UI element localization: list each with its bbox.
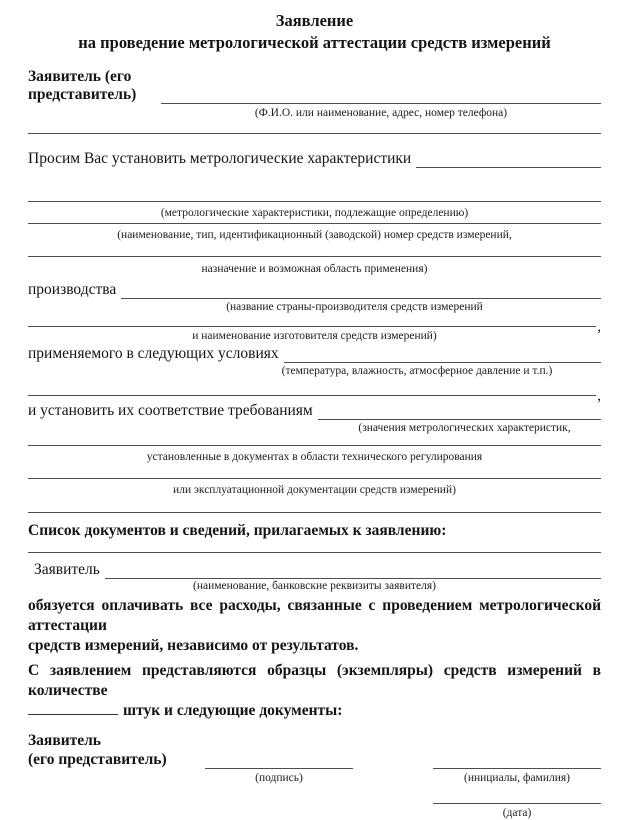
conditions-label: применяемого в следующих условиях	[28, 345, 279, 362]
characteristics-fill-line	[28, 201, 601, 202]
manufacturer-fill-row: ,	[28, 317, 601, 327]
applicant-label: Заявитель (его представитель)	[28, 68, 137, 103]
obligation-text-line1: обязуется оплачивать все расходы, связанные с проведением метрологической аттестации	[28, 597, 601, 634]
manufacturer-fill-line	[28, 326, 596, 327]
production-country-caption: (название страны-производителя средств измерений	[226, 301, 483, 313]
documents-fill-line	[28, 512, 601, 513]
obligation-text-line2: средств измерений, независимо от результатов.	[28, 637, 359, 654]
applicant-fill-line	[161, 103, 601, 104]
samples-text-after-blank: штук и следующие документы:	[123, 702, 343, 719]
date-caption: (дата)	[502, 807, 532, 819]
signature-fill-line	[205, 768, 353, 769]
request-fill-line	[416, 167, 601, 168]
document-subtitle: на проведение метрологической аттестации средств измерений	[78, 33, 551, 52]
conditions-caption: (температура, влажность, атмосферное давление и т.п.)	[281, 365, 553, 377]
signature-label	[28, 731, 205, 769]
production-row	[28, 280, 601, 299]
payer-fill-line	[105, 578, 601, 579]
conditions-row	[28, 344, 601, 363]
payer-label: Заявитель	[34, 561, 100, 578]
requirements-fill-line	[318, 419, 601, 420]
request-label: Просим Вас установить метрологические характеристики	[28, 150, 412, 167]
applicant-caption: (Ф.И.О. или наименование, адрес, номер телефона)	[254, 107, 508, 119]
name-fill-line	[433, 768, 601, 769]
applicant-row	[28, 68, 601, 104]
production-label: производства	[28, 281, 117, 298]
request-row	[28, 149, 601, 168]
quantity-fill-line	[28, 702, 118, 715]
conditions-fill-row-2: ,	[28, 386, 601, 396]
signature-label-line2: (его представитель)	[28, 751, 167, 768]
production-fill-line	[121, 298, 601, 299]
purpose-fill-line	[28, 256, 601, 257]
documents-fill-line-2	[28, 552, 601, 553]
requirements-row	[28, 401, 601, 420]
applicant-fill-line-2	[28, 133, 601, 134]
documents-heading: Список документов и сведений, прилагаемых к заявлению:	[28, 522, 447, 539]
conditions-fill-line-2	[28, 395, 596, 396]
purpose-caption: назначение и возможная область применения)	[201, 263, 428, 275]
operation-caption: или эксплуатационной документации средств измерений)	[173, 484, 456, 496]
document-title: Заявление	[275, 11, 354, 30]
samples-text-line1: С заявлением представляются образцы (экземпляры) средств измерений в количестве	[28, 662, 601, 699]
samples-text-line2	[28, 701, 601, 721]
identification-caption: (наименование, тип, идентификационный (заводской) номер средств измерений,	[117, 229, 512, 241]
payer-row	[28, 560, 601, 579]
identification-fill-line	[28, 223, 601, 224]
date-fill-line	[433, 803, 601, 804]
manufacturer-caption: и наименование изготовителя средств измерений)	[192, 330, 437, 342]
signature-captions-row	[28, 772, 601, 785]
conditions-fill-line	[284, 362, 601, 363]
requirements-label: и установить их соответствие требованиям	[28, 402, 313, 419]
regulation-fill-line	[28, 445, 601, 446]
signature-label-line1: Заявитель	[28, 732, 102, 749]
name-caption: (инициалы, фамилия)	[463, 772, 571, 784]
signature-caption: (подпись)	[255, 772, 303, 784]
values-caption: (значения метрологических характеристик,	[358, 422, 571, 434]
payer-caption: (наименование, банковские реквизиты заявителя)	[193, 580, 436, 592]
signature-row	[28, 731, 601, 769]
operation-fill-line	[28, 478, 601, 479]
characteristics-caption: (метрологические характеристики, подлежащие определению)	[160, 207, 469, 219]
regulation-caption: установленные в документах в области технического регулирования	[146, 451, 483, 463]
